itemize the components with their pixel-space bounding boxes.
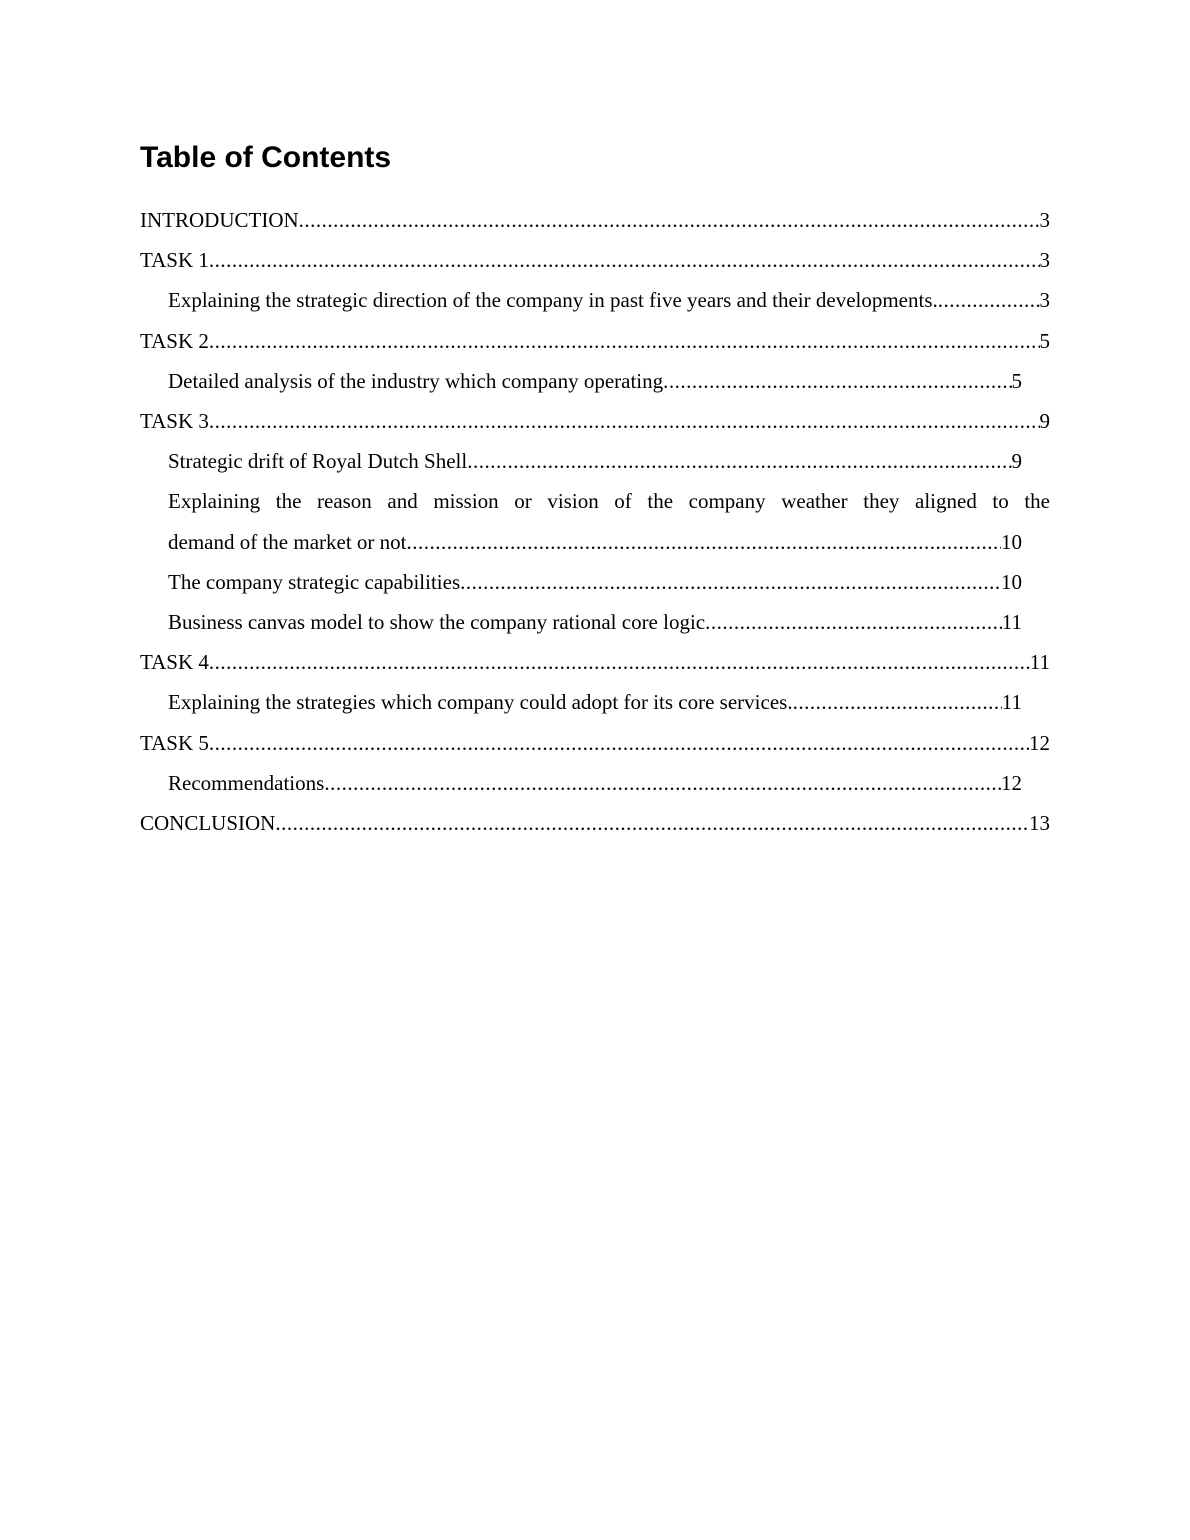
toc-entry-task-2[interactable] [140,321,1050,361]
toc-entry-text: The company strategic capabilities [168,569,461,594]
toc-entry-text: Detailed analysis of the industry which company operating [168,368,664,393]
toc-entry-mission-vision[interactable] [140,481,1050,561]
toc-page-number: 3 [1039,288,1050,313]
toc-entry-task-1[interactable] [140,240,1050,280]
toc-dot-leader [460,562,1001,602]
toc-entry-text-line-2-row [168,522,1022,562]
toc-entry-task-3[interactable] [140,401,1050,441]
toc-dot-leader [209,321,1040,361]
toc-entry-task-4[interactable] [140,642,1050,682]
toc-dot-leader [467,441,1011,481]
toc-entry-text: Strategic drift of Royal Dutch Shell [168,449,468,474]
toc-page-number: 9 [1039,409,1050,434]
toc-dot-leader [299,200,1040,240]
toc-entry-introduction[interactable] [140,200,1050,240]
toc-page-number: 11 [1001,690,1022,715]
toc-page-number: 3 [1039,208,1050,232]
toc-entry-strategic-drift[interactable] [140,441,1022,481]
toc-entry-text: TASK 1 [140,248,209,273]
toc-page-number: 11 [1001,610,1022,635]
toc-list [140,200,1050,843]
toc-entry-text: TASK 4 [140,650,209,675]
toc-entry-text-line-2: demand of the market or not [168,529,407,554]
toc-dot-leader [209,240,1040,280]
toc-entry-recommendations[interactable] [140,763,1022,803]
toc-page-number: 10 [1001,529,1022,554]
toc-entry-text: TASK 2 [140,328,209,353]
toc-page-number: 12 [1001,770,1022,795]
toc-dot-leader [209,723,1029,763]
toc-dot-leader [324,763,1001,803]
toc-entry-industry-analysis[interactable] [140,361,1022,401]
toc-dot-leader [705,602,1002,642]
toc-page-number: 3 [1039,248,1050,273]
toc-dot-leader [663,361,1011,401]
toc-page-number: 5 [1039,328,1050,353]
toc-entry-business-canvas[interactable] [140,602,1022,642]
toc-dot-leader [938,280,1040,320]
toc-entry-text: Business canvas model to show the company rational core logic [168,610,706,635]
toc-page-number: 5 [1011,368,1022,393]
toc-dot-leader [275,803,1029,843]
toc-entry-text: TASK 3 [140,409,209,434]
toc-page-number: 9 [1011,449,1022,474]
toc-dot-leader [793,682,1002,722]
toc-entry-text: Explaining the strategies which company could adopt for its core services. [168,690,793,715]
toc-title: Table of Contents [140,141,392,174]
toc-dot-leader [407,522,1001,562]
toc-entry-task-5[interactable] [140,723,1050,763]
toc-dot-leader [209,401,1040,441]
toc-entry-text: TASK 5 [140,730,209,755]
toc-page-number: 10 [1001,569,1022,594]
toc-entry-text: Explaining the strategic direction of the company in past five years and their developments. [168,288,938,313]
toc-entry-text: INTRODUCTION [140,208,299,232]
toc-entry-strategic-capabilities[interactable] [140,562,1022,602]
toc-dot-leader [209,642,1030,682]
toc-entry-text: Recommendations [168,770,325,795]
toc-entry-core-services-strategies[interactable] [140,682,1022,722]
toc-entry-strategic-direction[interactable] [140,280,1050,320]
toc-page-number: 12 [1029,730,1050,755]
toc-page-number: 11 [1029,650,1050,675]
toc-entry-text: CONCLUSION [140,811,276,836]
toc-entry-conclusion[interactable] [140,803,1050,843]
toc-page-number: 13 [1029,811,1050,836]
toc-entry-text-line-1: Explaining the reason and mission or vision of the company weather they aligned to the [168,489,1050,514]
